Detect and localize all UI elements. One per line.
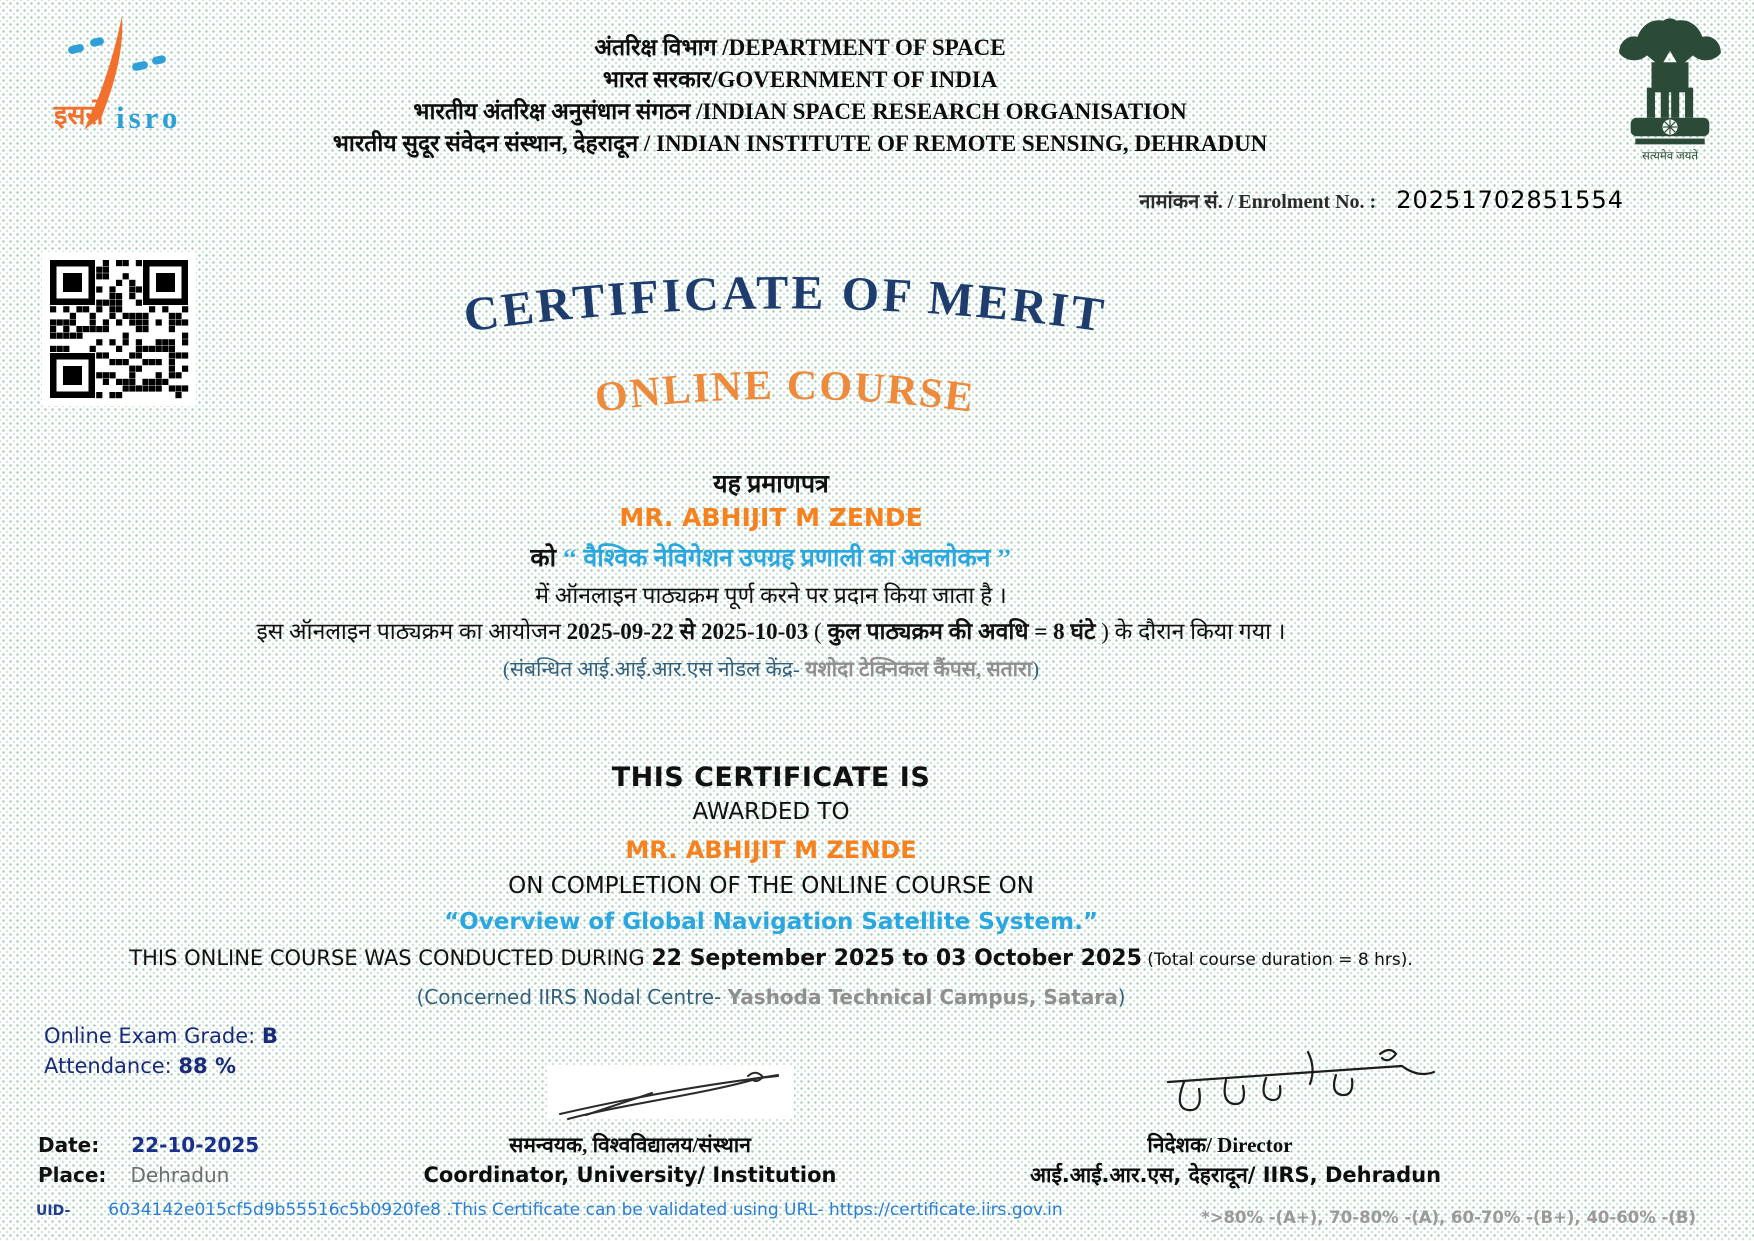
hindi-conducted-mid: ( [808, 619, 828, 644]
hindi-conducted-suffix: ) के दौरान किया गया । [1095, 619, 1286, 644]
hindi-conducted-line [0, 614, 1542, 646]
hindi-nodal-centre: यशोदा टेक्निकल कैंपस, सतारा [805, 657, 1033, 681]
hindi-conducted-duration: कुल पाठ्यक्रम की अवधि = 8 घंटे [827, 619, 1096, 644]
attendance-label: Attendance: [44, 1054, 179, 1078]
enrolment-row [1139, 186, 1624, 214]
certificate-title-arc [235, 250, 1335, 440]
attendance-row [44, 1054, 236, 1078]
grade-label: Online Exam Grade: [44, 1024, 262, 1048]
hindi-this-certificate: यह प्रमाणपत्र [713, 471, 829, 498]
isro-logo [52, 12, 192, 142]
emblem-motto-text: सत्यमेव जयते [1642, 149, 1698, 163]
english-conducted-dates: 22 September 2025 to 03 October 2025 [651, 946, 1142, 971]
grading-legend: *>80% -(A+), 70-80% -(A), 60-70% -(B+), 40-60% -(B) [1201, 1208, 1696, 1227]
english-course-name: “Overview of Global Navigation Satellite System.” [444, 909, 1098, 935]
header-line-goi: भारत सरकार/GOVERNMENT OF INDIA [602, 67, 998, 92]
uid-value: 6034142e015cf5d9b55516c5b0920fe8 .This Certificate can be validated using URL- https://certificate.iirs.gov.in [108, 1200, 1063, 1220]
header-line-iirs: भारतीय सुदूर संवेदन संस्थान, देहरादून / INDIAN INSTITUTE OF REMOTE SENSING, DEHRADUN [332, 131, 1268, 156]
hindi-nodal-line [0, 655, 1542, 683]
place-row [38, 1163, 229, 1187]
director-title-hindi: निदेशक/ Director [1147, 1133, 1293, 1157]
place-value: Dehradun [130, 1163, 230, 1187]
english-this-certificate: THIS CERTIFICATE IS [611, 762, 931, 793]
english-nodal-centre: Yashoda Technical Campus, Satara [727, 985, 1118, 1009]
english-recipient-name: MR. ABHIJIT M ZENDE [625, 836, 917, 864]
header-line-isro: भारतीय अंतरिक्ष अनुसंधान संगठन /INDIAN SPACE RESEARCH ORGANISATION [413, 99, 1187, 124]
enrolment-number: 20251702851554 [1396, 186, 1624, 214]
english-nodal-suffix: ) [1117, 985, 1126, 1009]
hindi-course-name: ‘‘ वैश्विक नेविगेशन उपग्रह प्रणाली का अवलोकन ’’ [562, 545, 1012, 572]
svg-text:ONLINE COURSE [592, 363, 977, 422]
director-block [1030, 1130, 1442, 1191]
director-title-english: आई.आई.आर.एस, देहरादून/ IIRS, Dehradun [1030, 1163, 1442, 1188]
english-nodal-line [0, 985, 1542, 1009]
coordinator-block [380, 1130, 880, 1191]
hindi-course-line [0, 540, 1542, 574]
coordinator-signature [552, 1062, 792, 1124]
hindi-nodal-prefix: (संबन्धित आई.आई.आर.एस नोडल केंद्र- [502, 657, 806, 681]
header-line-dos: अंतरिक्ष विभाग /DEPARTMENT OF SPACE [594, 35, 1006, 60]
uid-label: UID- [36, 1203, 71, 1219]
place-label: Place: [38, 1163, 107, 1187]
hindi-awarded-line: में ऑनलाइन पाठ्यक्रम पूर्ण करने पर प्रदान किया जाता है । [535, 583, 1007, 608]
english-conducted-prefix: THIS ONLINE COURSE WAS CONDUCTED DURING [129, 946, 652, 970]
director-signature [1140, 1042, 1440, 1130]
title-certificate-of-merit: CERTIFICATE OF MERIT [460, 266, 1110, 343]
hindi-conducted-dates: 2025-09-22 से 2025-10-03 [566, 619, 809, 644]
grade-row [44, 1024, 278, 1048]
isro-logo-hindi-text: इसरो [54, 100, 104, 130]
uid-row [36, 1200, 1063, 1220]
attendance-value: 88 % [178, 1054, 236, 1078]
coordinator-title-hindi: समन्वयक, विश्वविद्यालय/संस्थान [509, 1133, 751, 1157]
coordinator-title-english: Coordinator, University/ Institution [423, 1163, 837, 1188]
date-value: 22-10-2025 [131, 1133, 260, 1157]
english-conducted-line [0, 946, 1542, 971]
hindi-conducted-prefix: इस ऑनलाइन पाठ्यक्रम का आयोजन [256, 619, 567, 644]
hindi-nodal-suffix: ) [1032, 657, 1040, 681]
hindi-course-prefix: को [530, 545, 563, 572]
english-conducted-duration: (Total course duration = 8 hrs). [1141, 950, 1413, 970]
date-label: Date: [38, 1133, 100, 1157]
national-emblem-icon [1612, 16, 1728, 164]
english-completion-line: ON COMPLETION OF THE ONLINE COURSE ON [508, 873, 1034, 899]
title-online-course: ONLINE COURSE [592, 362, 978, 422]
isro-logo-english-text: isro [116, 100, 182, 135]
english-nodal-prefix: (Concerned IIRS Nodal Centre- [416, 985, 728, 1009]
english-awarded-to: AWARDED TO [692, 799, 850, 825]
qr-code [42, 252, 196, 406]
grade-value: B [261, 1024, 278, 1048]
svg-text:CERTIFICATE OF MERIT [461, 266, 1110, 342]
enrolment-label: नामांकन सं. / Enrolment No. : [1139, 191, 1377, 213]
hindi-recipient-name: MR. ABHIJIT M ZENDE [619, 503, 923, 532]
date-row [38, 1133, 259, 1157]
